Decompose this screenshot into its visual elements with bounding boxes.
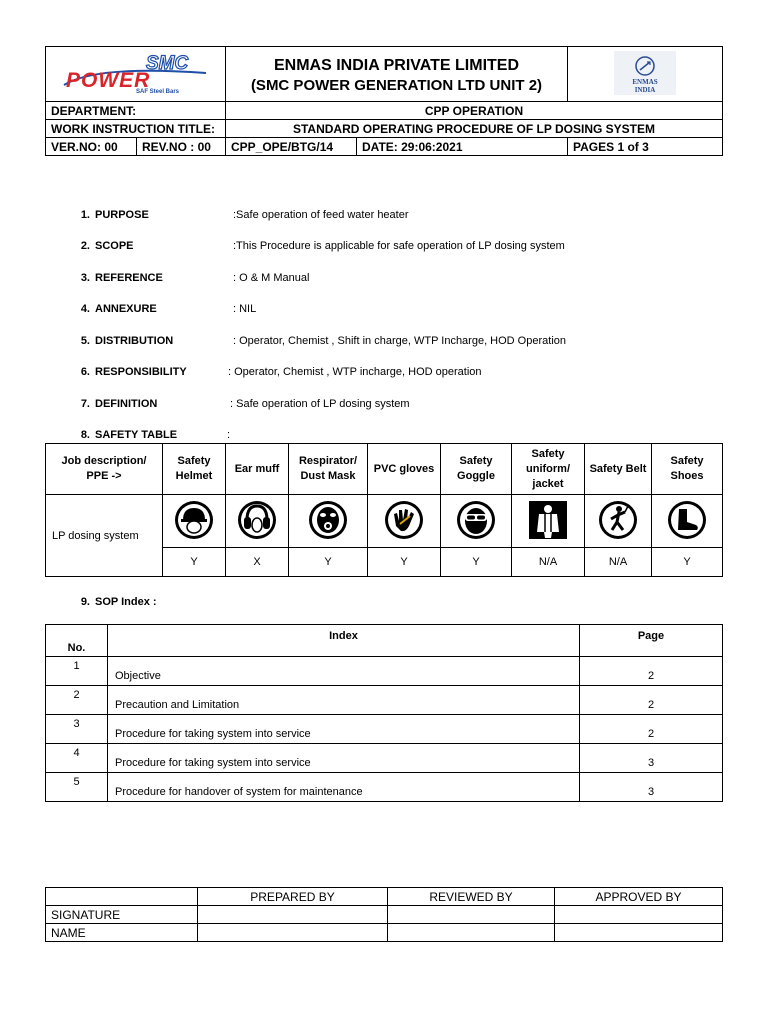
svg-text:SMC: SMC [145, 52, 188, 74]
name-label: NAME [46, 924, 198, 942]
ppe-header-goggle: Safety Goggle [441, 444, 512, 495]
goggle-icon-cell [441, 495, 512, 548]
ppe-header-ear-muff: Ear muff [226, 444, 289, 495]
svg-text:INDIA: INDIA [634, 85, 656, 94]
gloves-icon-cell [368, 495, 441, 548]
belt-requirement: N/A [585, 548, 652, 577]
respirator-icon [308, 500, 348, 540]
enmas-logo [614, 51, 676, 95]
revision-number: REV.NO : 00 [137, 138, 226, 156]
document-header [45, 46, 723, 156]
signature-label: SIGNATURE [46, 906, 198, 924]
reviewed-name[interactable] [388, 924, 555, 942]
version-number: VER.NO: 00 [46, 138, 137, 156]
safety-belt-icon-cell [585, 495, 652, 548]
uniform-icon-cell [512, 495, 585, 548]
signoff-corner [46, 888, 198, 906]
page-count: PAGES 1 of 3 [568, 138, 723, 156]
approved-signature[interactable] [555, 906, 723, 924]
uniform-requirement: N/A [512, 548, 585, 577]
svg-text:ENMAS: ENMAS [632, 77, 658, 86]
svg-text:SAF Steel Bars: SAF Steel Bars [135, 88, 179, 95]
approved-by-header: APPROVED BY [555, 888, 723, 906]
table-row: 5 Procedure for handover of system for maintenance 3 [46, 773, 723, 802]
sop-header-index: Index [108, 625, 580, 657]
shoes-icon [667, 500, 707, 540]
helmet-icon [174, 500, 214, 540]
helmet-requirement: Y [163, 548, 226, 577]
ppe-header-gloves: PVC gloves [368, 444, 441, 495]
gloves-icon [384, 500, 424, 540]
safety-belt-icon [598, 500, 638, 540]
company-name: ENMAS INDIA PRIVATE LIMITED [273, 56, 520, 74]
department-label: DEPARTMENT: [46, 102, 226, 120]
gloves-requirement: Y [368, 548, 441, 577]
goggle-icon [456, 500, 496, 540]
prepared-signature[interactable] [198, 906, 388, 924]
ppe-header-job: Job description/ PPE -> [46, 444, 163, 495]
goggle-requirement: Y [441, 548, 512, 577]
table-row: 1 Objective 2 [46, 657, 723, 686]
prepared-by-header: PREPARED BY [198, 888, 388, 906]
document-date: DATE: 29:06:2021 [357, 138, 568, 156]
work-instruction-value: STANDARD OPERATING PROCEDURE OF LP DOSING SYSTEM [226, 120, 723, 138]
svg-text:POWER: POWER [65, 68, 150, 92]
ppe-header-belt: Safety Belt [585, 444, 652, 495]
shoes-requirement: Y [652, 548, 723, 577]
ear-muff-icon-cell [226, 495, 289, 548]
ppe-header-shoes: Safety Shoes [652, 444, 723, 495]
job-lp-dosing: LP dosing system [46, 495, 163, 577]
smc-power-logo [56, 51, 216, 95]
enmas-logo-cell [568, 47, 723, 102]
document-code: CPP_OPE/BTG/14 [226, 138, 357, 156]
respirator-icon-cell [289, 495, 368, 548]
table-row: 3 Procedure for taking system into service 2 [46, 715, 723, 744]
safety-table [45, 443, 723, 577]
ear-muff-icon [237, 500, 277, 540]
table-row: 4 Procedure for taking system into service 3 [46, 744, 723, 773]
reviewed-signature[interactable] [388, 906, 555, 924]
sop-index-table [45, 624, 723, 802]
reviewed-by-header: REVIEWED BY [388, 888, 555, 906]
shoes-icon-cell [652, 495, 723, 548]
sop-header-no: No. [46, 625, 108, 657]
uniform-icon [528, 500, 568, 540]
approved-name[interactable] [555, 924, 723, 942]
ear-muff-requirement: X [226, 548, 289, 577]
smc-logo-cell [46, 47, 226, 102]
helmet-icon-cell [163, 495, 226, 548]
ppe-header-helmet: Safety Helmet [163, 444, 226, 495]
company-title-cell [226, 47, 568, 102]
table-row: 2 Precaution and Limitation 2 [46, 686, 723, 715]
work-instruction-label: WORK INSTRUCTION TITLE: [46, 120, 226, 138]
ppe-header-respirator: Respirator/ Dust Mask [289, 444, 368, 495]
department-value: CPP OPERATION [226, 102, 723, 120]
prepared-name[interactable] [198, 924, 388, 942]
ppe-header-uniform: Safety uniform/ jacket [512, 444, 585, 495]
signoff-table [45, 887, 723, 942]
respirator-requirement: Y [289, 548, 368, 577]
company-subtitle: (SMC POWER GENERATION LTD UNIT 2) [250, 76, 543, 94]
sop-header-page: Page [580, 625, 723, 657]
